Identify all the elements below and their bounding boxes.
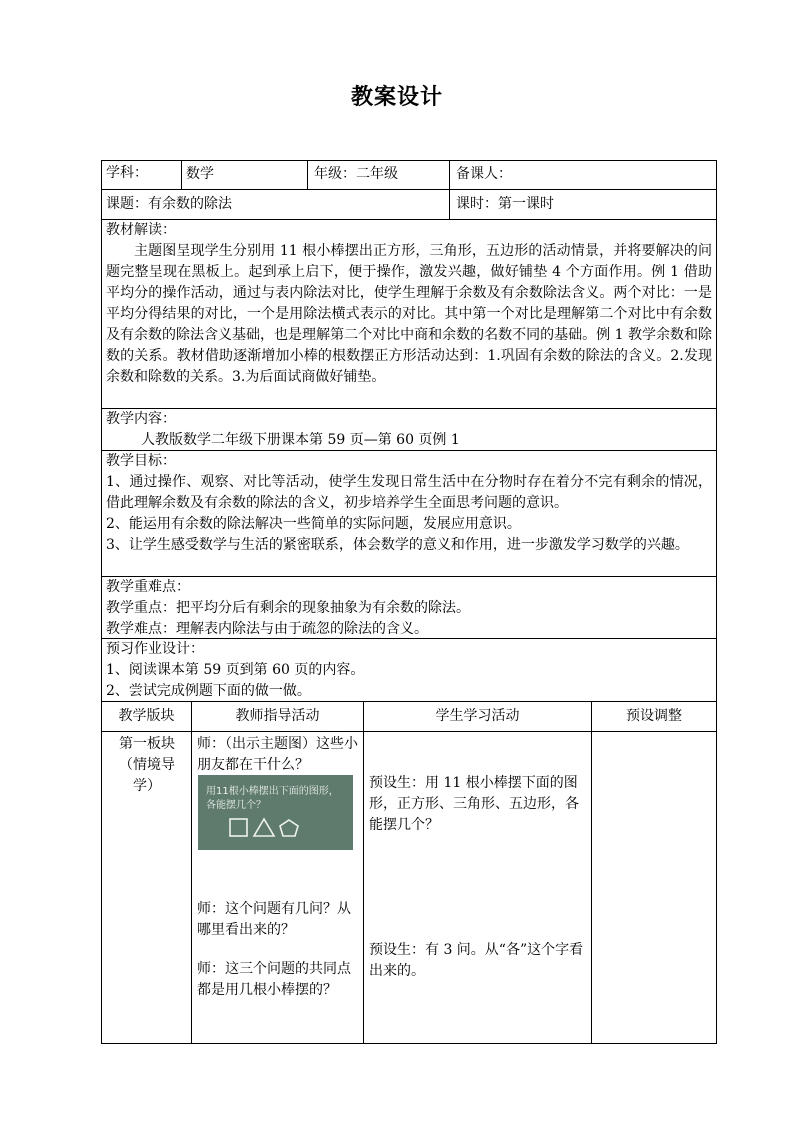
teacher-activity: 师：这三个问题的共同点都是用几根小棒摆的？ — [197, 961, 351, 998]
preview-item: 1、阅读课本第 59 页到第 60 页的内容。 — [106, 662, 365, 678]
col-divider — [449, 160, 450, 219]
keypoints-focus: 教学重点：把平均分后有剩余的现象抽象为有余数的除法。 — [106, 600, 470, 616]
subject-value: 数学 — [186, 166, 214, 182]
preview-heading: 预习作业设计： — [106, 641, 204, 657]
preview-item: 2、尝试完成例题下面的做一做。 — [106, 683, 311, 699]
teacher-activity: 师：（出示主题图）这些小朋友都在干什么？ — [197, 736, 358, 773]
goal-item: 1、通过操作、观察、对比等活动，使学生发现日常生活中在分物时存在着分不完有剩余的情况，借此理解余数及有余数的除法的含义，初步培养学生全面思考问题的意识。 — [106, 474, 712, 511]
material-heading: 教材解读： — [106, 222, 176, 238]
col-divider — [307, 160, 308, 189]
material-body: 主题图呈现学生分别用 11 根小棒摆出正方形，三角形，五边形的活动情景，并将要解决的问题完整呈现在黑板上。起到承上启下，便于操作，激发兴趣，做好铺垫 4 个方面作用。例 1 借助平均分的操作活动，通过与表内除法对比，使学生理解于余数及有余数除法含义。两个对比：一是平均分得结果的对比，一个是用除法横式表示的对比。其中第一个对比是理解第二个对比中有余数及有余数的除法含义基础，也是理解第二个对比中商和余数的名数不同的基础。例 1 教学余数和除数的关系。教材借助逐渐增加小棒的根数摆正方形活动达到：1.巩固有余数的除法的含义。2.发现余数和除数的关系。3.为后面试商做好铺垫。 — [106, 243, 712, 385]
student-activity: 预设生：有 3 问。从“各”这个字看出来的。 — [369, 942, 584, 979]
preparer-field: 备课人： — [456, 166, 512, 182]
topic-field: 课题：有余数的除法 — [106, 196, 232, 212]
student-activity: 预设生：用 11 根小棒摆下面的图形，正方形、三角形、五边形，各能摆几个？ — [369, 775, 579, 833]
goals-heading: 教学目标： — [106, 453, 176, 469]
teacher-activity: 师：这个问题有几问？从哪里看出来的？ — [197, 901, 351, 938]
preview-section — [106, 639, 712, 702]
chalkboard-line-1: 用11根小棒摆出下面的图形， — [206, 786, 339, 797]
keypoints-difficulty: 教学难点：理解表内除法与由于疏忽的除法的含义。 — [106, 621, 428, 637]
block-label: 第一板块（情境导学） — [119, 736, 175, 794]
content-section — [106, 409, 712, 451]
period-field: 课时：第一课时 — [456, 196, 554, 212]
material-section — [106, 220, 712, 388]
header-teacher: 教师指导活动 — [235, 708, 320, 724]
triangle-icon — [254, 819, 274, 836]
col-divider — [363, 701, 364, 1044]
subject-label: 学科： — [106, 165, 148, 181]
chalkboard-image — [198, 775, 353, 850]
col-divider — [591, 701, 592, 1044]
goals-section — [106, 451, 712, 556]
row-divider — [101, 189, 717, 190]
keypoints-heading: 教学重难点： — [106, 579, 190, 595]
content-heading: 教学内容： — [106, 411, 176, 427]
header-student: 学生学习活动 — [435, 708, 520, 724]
chalkboard-drawing — [198, 775, 353, 850]
col-divider — [191, 701, 192, 1044]
pentagon-icon — [280, 820, 298, 836]
grade-field: 年级：二年级 — [314, 166, 398, 182]
keypoints-section — [106, 577, 712, 640]
header-adjust: 预设调整 — [626, 708, 682, 724]
row-divider — [101, 731, 717, 732]
col-divider — [181, 160, 182, 189]
goal-item: 2、能运用有余数的除法解决一些简单的实际问题，发展应用意识。 — [106, 516, 521, 532]
page-title: 教案设计 — [350, 85, 443, 110]
square-icon — [230, 819, 247, 836]
content-body: 人教版数学二年级下册课本第 59 页—第 60 页例 1 — [141, 432, 460, 448]
header-block: 教学版块 — [118, 708, 175, 724]
goal-item: 3、让学生感受数学与生活的紧密联系，体会数学的意义和作用，进一步激发学习数学的兴趣。 — [106, 537, 689, 553]
chalkboard-line-2: 各能摆几个？ — [206, 800, 266, 811]
